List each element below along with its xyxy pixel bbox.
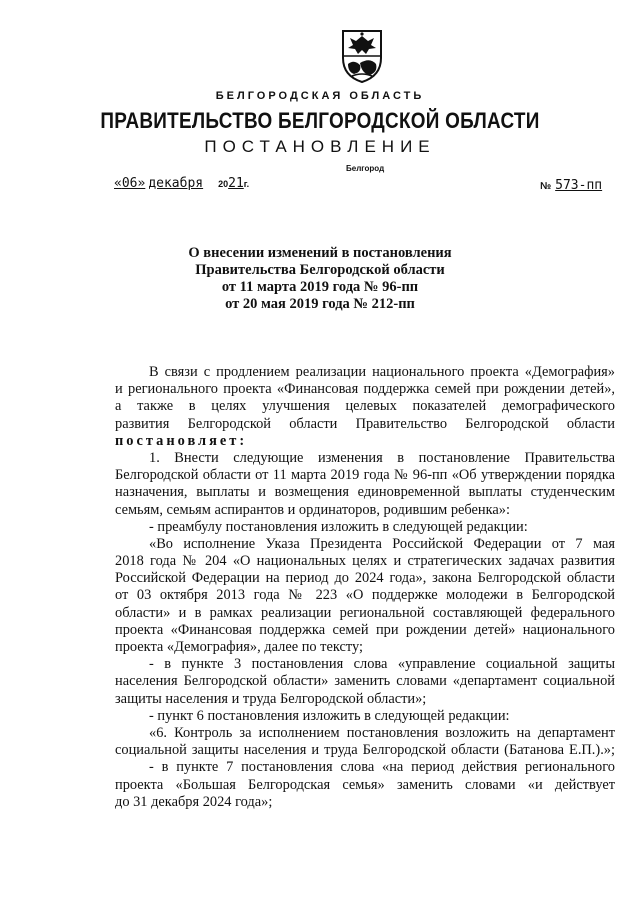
body-line: - в пункте 3 постановления слова «управление социальной защиты: [149, 656, 615, 673]
government-name: ПРАВИТЕЛЬСТВО БЕЛГОРОДСКОЙ ОБЛАСТИ: [100, 108, 540, 133]
region-name: БЕЛГОРОДСКАЯ ОБЛАСТЬ: [215, 90, 425, 102]
body-line: проекта «Финансовая поддержка семей при рождении детей» национального: [115, 621, 615, 638]
body-line: «Во исполнение Указа Президента Российской Федерации от 7 мая: [149, 535, 615, 552]
body-line: назначения, выплаты и возмещения единовременной выплаты студенческим: [115, 484, 615, 501]
body-line: 1. Внести следующие изменения в постановление Правительства: [149, 449, 615, 466]
coat-of-arms-icon: [340, 28, 384, 84]
date-year-prefix: 20: [218, 179, 229, 189]
body-line: 2018 года № 204 «О национальных целях и стратегических задачах развития: [115, 553, 615, 570]
date-year-abbr: г.: [243, 179, 250, 189]
body-line: В связи с продлением реализации национального проекта «Демография»: [149, 364, 615, 380]
body-line: проекта «Демография», далее по тексту;: [115, 639, 363, 655]
body-line: Российской Федерации на период до 2024 года», закона Белгородской области: [115, 570, 615, 587]
body-line: и регионального проекта «Финансовая поддержка семей при рождении детей»,: [115, 381, 615, 398]
title-line: от 11 марта 2019 года № 96-пп: [221, 279, 419, 295]
city-name: Белгород: [346, 164, 385, 173]
body-line: социальной защиты населения и труда Белгородской области (Батанова Е.П.).»;: [115, 742, 615, 759]
body-line: до 31 декабря 2024 года»;: [115, 793, 273, 810]
body-line: от 03 октября 2013 года № 223 «О поддержке молодежи в Белгородской: [115, 587, 615, 604]
title-line: Правительства Белгородской области: [195, 262, 445, 278]
body-line: населения Белгородской области» заменить словами «департамент социальной: [115, 673, 615, 690]
document-type: ПОСТАНОВЛЕНИЕ: [204, 137, 436, 156]
body-line: семьям, семьям аспирантов и ординаторов, родившим ребенка»:: [115, 501, 510, 518]
body-line: развития Белгородской области Правительство Белгородской области: [115, 415, 615, 432]
number-value: 573-пп: [555, 178, 603, 193]
date-day: 06: [121, 176, 138, 191]
document-number: [540, 176, 602, 194]
body-line-decrees: постановляет:: [115, 432, 248, 449]
date-year-suffix: 21: [228, 176, 244, 191]
body-line: области» и в рамках реализации региональной составляющей федерального: [115, 604, 615, 621]
body-line: Белгородской области от 11 марта 2019 года № 96-пп «Об утверждении порядка: [115, 467, 615, 484]
title-line: от 20 мая 2019 года № 212-пп: [225, 296, 415, 312]
body-line: защиты населения и труда Белгородской области»;: [115, 690, 427, 707]
body-line: - в пункте 7 постановления слова «на период действия регионального: [149, 759, 615, 776]
document-body: [115, 364, 615, 811]
document-date: [114, 176, 249, 191]
body-line: «6. Контроль за исполнением постановления возложить на департамент: [149, 724, 615, 741]
body-line: проекта «Большая Белгородская семья» заменить словами «и действует: [115, 776, 615, 793]
title-line: О внесении изменений в постановления: [188, 245, 452, 261]
date-open-quote: «: [114, 176, 122, 191]
date-close-quote: »: [137, 176, 146, 191]
date-month: декабря: [148, 176, 204, 191]
body-line: - преамбулу постановления изложить в следующей редакции:: [149, 518, 528, 535]
document-title: [0, 245, 640, 313]
body-line: а также в целях улучшения целевых показателей демографического: [115, 398, 615, 415]
number-label: №: [540, 181, 552, 192]
body-line: - пункт 6 постановления изложить в следующей редакции:: [149, 707, 510, 724]
